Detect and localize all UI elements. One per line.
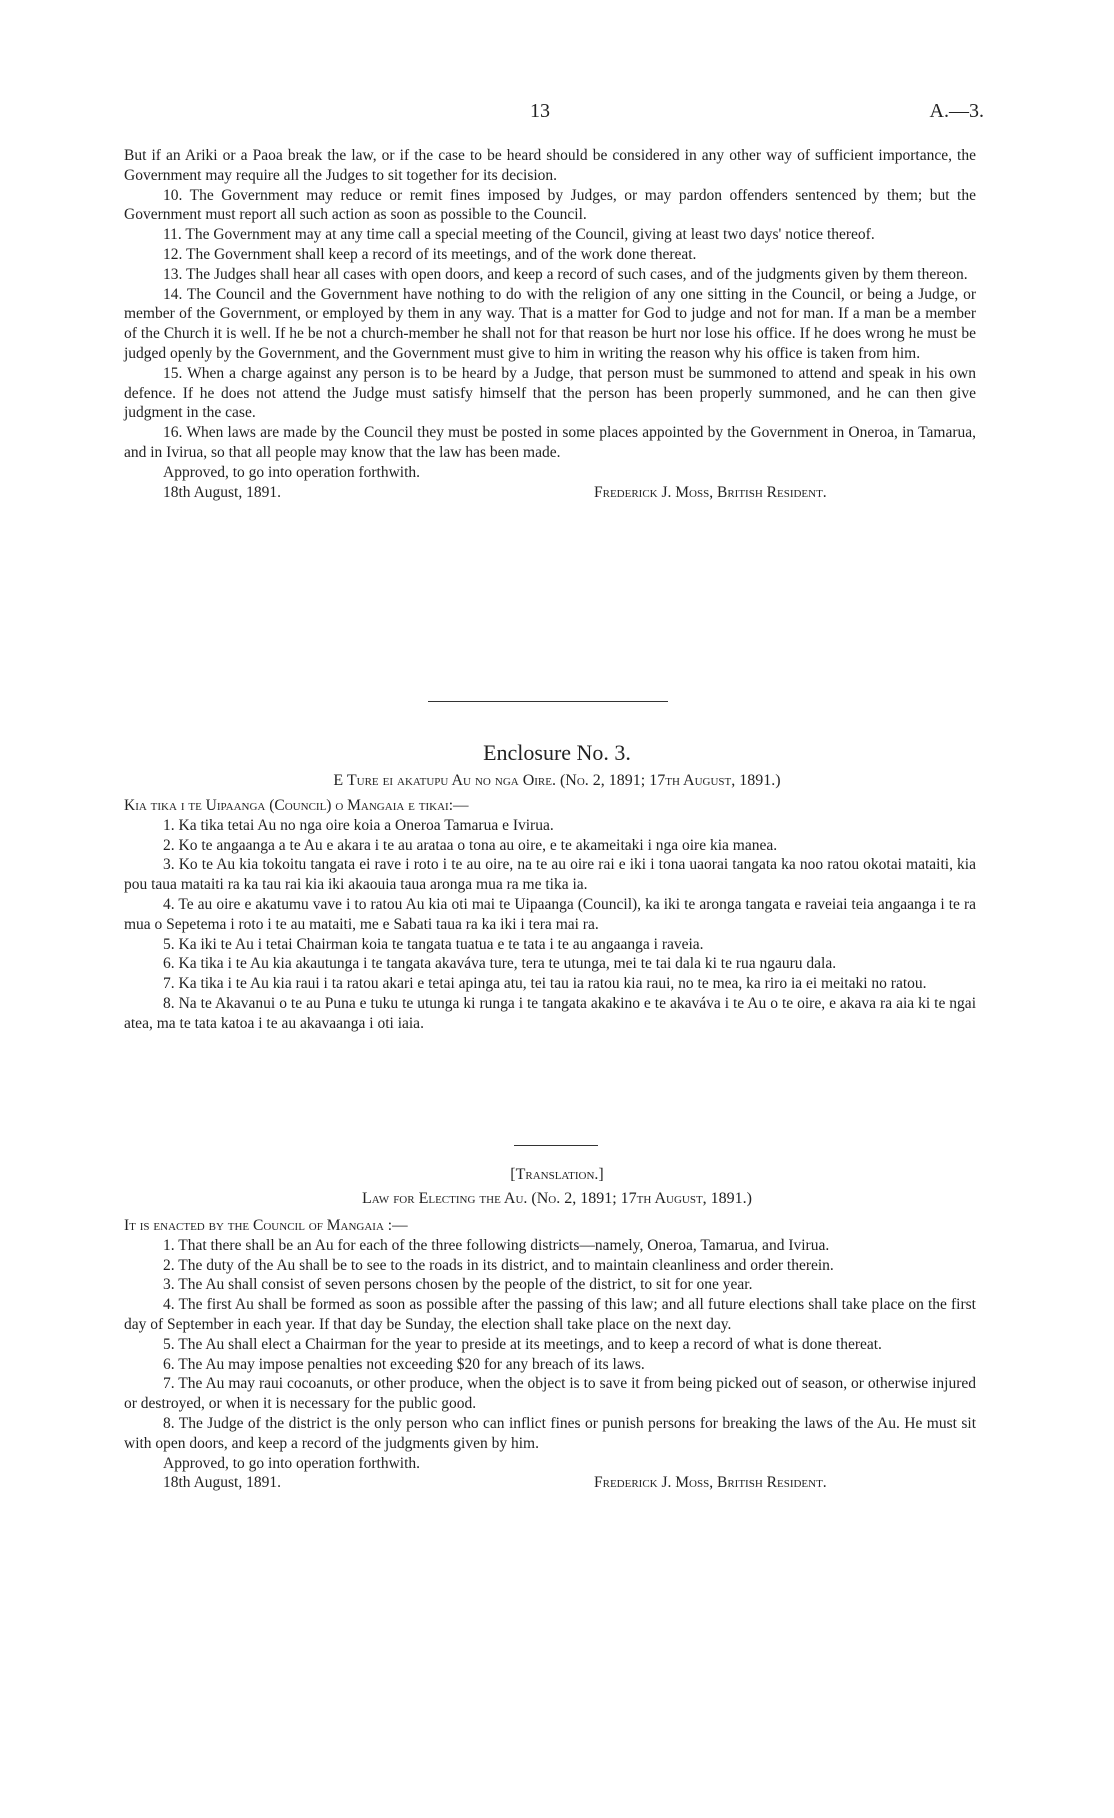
paragraph: 10. The Government may reduce or remit fines imposed by Judges, or may pardon offenders sentenced by them; but the Government must report all such action as soon as possible to the Council. <box>124 186 976 224</box>
list-item: 1. That there shall be an Au for each of the three following districts—namely, Oneroa, Tamarua, and Ivirua. <box>163 1236 830 1254</box>
section-divider <box>428 701 668 702</box>
translation-intro: It is enacted by the Council of Mangaia :— <box>124 1217 408 1234</box>
approved-line: Approved, to go into operation forthwith. <box>163 1454 420 1472</box>
enclosure-body <box>124 796 976 1034</box>
list-item: 3. The Au shall consist of seven persons chosen by the people of the district, to sit for one year. <box>163 1276 753 1294</box>
paragraph: 13. The Judges shall hear all cases with open doors, and keep a record of such cases, and of the judgments given by them thereon. <box>163 265 968 283</box>
list-item: 7. The Au may raui cocoanuts, or other produce, when the object is to save it from being picked out of season, or otherwise injured or destroyed, or when it is necessary for the public good. <box>124 1375 976 1413</box>
short-divider <box>514 1145 598 1146</box>
list-item: 7. Ka tika i te Au kia raui i ta ratou akari e tetai apinga atu, tei tau ia ratou kia raui, no te mea, ka riro ia ei meitaki no ratou. <box>163 975 927 993</box>
list-item: 8. The Judge of the district is the only person who can inflict fines or punish persons for breaking the laws of the Au. He must sit with open doors, and keep a record of the judgments given by him. <box>124 1414 976 1452</box>
enclosure-subtitle: E Ture ei akatupu Au no nga Oire. (No. 2, 1891; 17th August, 1891.) <box>333 772 781 789</box>
signature-row <box>124 1473 976 1493</box>
document-reference: A.—3. <box>929 100 984 122</box>
list-item: 3. Ko te Au kia tokoitu tangata ei rave i roto i te au oire, na te au oire rai e iki i tona uaorai tangata ka noo ratou okotai mataiti, kia pou taua mataiti ra ka tau rai kia iki akaouia taua aronga mua ra me tika ia. <box>124 856 976 894</box>
approved-line: Approved, to go into operation forthwith. <box>163 463 420 481</box>
date: 18th August, 1891. <box>163 1474 281 1492</box>
list-item: 6. Ka tika i te Au kia akautunga i te tangata akaváva ture, tera te utunga, mei te tai dala ki te rua ngauru dala. <box>163 955 837 973</box>
list-item: 6. The Au may impose penalties not exceeding $20 for any breach of its laws. <box>163 1355 645 1373</box>
signature: Frederick J. Moss, British Resident. <box>594 483 827 501</box>
top-section <box>124 146 976 503</box>
paragraph: But if an Ariki or a Paoa break the law, or if the case to be heard should be considered in any other way of sufficient importance, the Government may require all the Judges to sit together for its decision. <box>124 147 976 184</box>
date: 18th August, 1891. <box>163 483 281 501</box>
list-item: 4. Te au oire e akatumu vave i to ratou Au kia oti mai te Uipaanga (Council), ka iki te aronga tangata e raveiai teia angaanga i te ra mua o Sepetema i roto i te au mataiti, me e Sabati taua ra ka iki i tera mai ra. <box>124 895 976 933</box>
list-item: 2. Ko te angaanga a te Au e akara i te au arataa o tona au oire, e te akameitaki i nga oire kia manea. <box>163 836 778 854</box>
translation-body <box>124 1216 976 1493</box>
signature-row <box>124 483 976 503</box>
page-header <box>0 100 1114 130</box>
list-item: 5. Ka iki te Au i tetai Chairman koia te tangata tuatua e te tata i te au angaanga i raveia. <box>163 935 704 953</box>
list-item: 1. Ka tika tetai Au no nga oire koia a Oneroa Tamarua e Ivirua. <box>163 816 554 834</box>
paragraph: 16. When laws are made by the Council they must be posted in some places appointed by the Government in Oneroa, in Tamarua, and in Ivirua, so that all people may know that the law has been made. <box>124 424 976 461</box>
paragraph: 14. The Council and the Government have nothing to do with the religion of any one sitting in the Council, or being a Judge, or member of the Government, or employed by them in any way. That is a matter for God to judge and not for man. If a man be a member of the Church it is well. If he be not a church-member he shall not for that reason be hurt nor lose his office. If he does wrong he must be judged openly by the Government, and the Government must give to him in writing the reason why his office is taken from him. <box>124 285 976 362</box>
signature: Frederick J. Moss, British Resident. <box>594 1474 827 1492</box>
translation-label: [Translation.] <box>510 1166 604 1183</box>
translation-subtitle: Law for Electing the Au. (No. 2, 1891; 17th August, 1891.) <box>361 1190 753 1207</box>
list-item: 2. The duty of the Au shall be to see to the roads in its district, and to maintain cleanliness and order therein. <box>163 1256 834 1274</box>
paragraph: 12. The Government shall keep a record of its meetings, and of the work done thereat. <box>163 245 697 263</box>
enclosure-title: Enclosure No. 3. <box>483 740 631 765</box>
list-item: 8. Na te Akavanui o te au Puna e tuku te utunga ki runga i te tangata akakino e te akaváva i te Au o te oire, e akava ra aia ki te ngai atea, ma te tata katoa i te au akavaanga i oti iaia. <box>124 994 976 1032</box>
list-item: 4. The first Au shall be formed as soon as possible after the passing of this law; and all future elections shall take place on the first day of September in each year. If that day be Sunday, the election shall take place on the next day. <box>124 1296 976 1333</box>
page-number: 13 <box>530 100 550 122</box>
paragraph: 11. The Government may at any time call a special meeting of the Council, giving at least two days' notice thereof. <box>163 226 875 244</box>
list-item: 5. The Au shall elect a Chairman for the year to preside at its meetings, and to keep a record of what is done thereat. <box>163 1335 882 1353</box>
paragraph: 15. When a charge against any person is to be heard by a Judge, that person must be summoned to attend and speak in his own defence. If he does not attend the Judge must satisfy himself that the person has been properly summoned, and he can then give judgment in the case. <box>124 364 976 422</box>
enclosure-intro: Kia tika i te Uipaanga (Council) o Mangaia e tikai:— <box>124 797 469 814</box>
